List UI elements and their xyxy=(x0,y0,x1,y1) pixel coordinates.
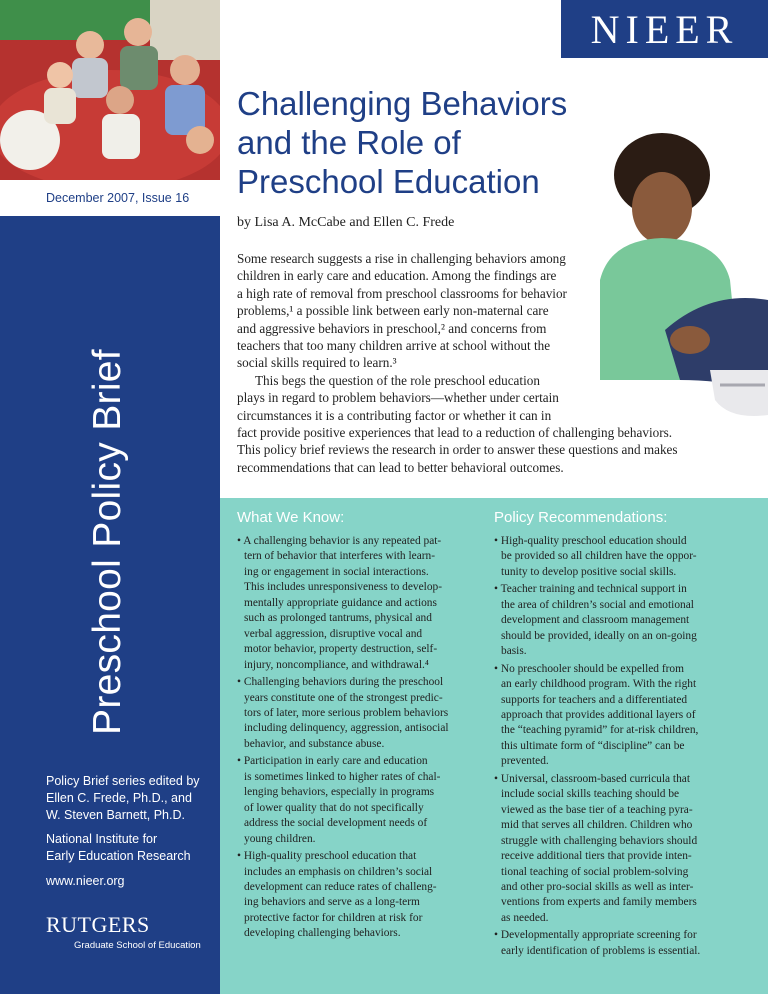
intro-line: fact provide positive experiences that lead to a reduction of challenging behaviors. xyxy=(237,425,673,441)
intro-line: Some research suggests a rise in challenging behaviors among xyxy=(237,251,566,266)
nieer-logo: NIEER xyxy=(561,0,768,58)
bullet-line: developing challenging behaviors. xyxy=(244,927,401,940)
bullet-line: the area of children’s social and emotional xyxy=(501,598,694,611)
bullet-line: of lower quality that do not specifically xyxy=(244,801,424,814)
rutgers-logo xyxy=(46,912,201,951)
bullet-line: ventions from experts and family members xyxy=(501,896,697,909)
bullet-line: tional teaching of social problem-solving xyxy=(501,865,689,878)
institute-block xyxy=(46,831,191,865)
what-we-know-column xyxy=(237,509,482,944)
list-item xyxy=(237,675,482,752)
rutgers-wordmark: RUTGERS xyxy=(46,912,150,937)
list-item xyxy=(494,928,762,959)
what-we-know-heading: What We Know: xyxy=(237,509,345,526)
bullet-line: includes an emphasis on children’s social xyxy=(244,865,433,878)
bullet-line: • Participation in early care and education xyxy=(237,754,482,769)
bullet-line: • Challenging behaviors during the preschool xyxy=(237,675,482,690)
bullet-line: tunity to develop positive social skills. xyxy=(501,565,677,578)
bullet-line: struggle with challenging behaviors should xyxy=(501,834,698,847)
editors-line: Policy Brief series edited by xyxy=(46,774,200,788)
bullet-line: • A challenging behavior is any repeated pat- xyxy=(237,534,482,549)
bullet-line: and other pro-social skills as well as inter- xyxy=(501,880,694,893)
bullet-line: mentally appropriate guidance and actions xyxy=(244,596,437,609)
bullet-line: be provided so all children have the oppor- xyxy=(501,550,697,563)
institute-line: National Institute for xyxy=(46,832,158,846)
intro-line: children in early care and education. Among the findings are xyxy=(237,268,557,284)
title-line: Challenging Behaviors xyxy=(237,85,568,122)
bullet-line: development and classroom management xyxy=(501,614,690,627)
bullet-line: including delinquency, aggression, antisocial xyxy=(244,722,449,735)
intro-line: teachers that too many children arrive at school without the xyxy=(237,338,551,354)
bullet-line: tern of behavior that interferes with learn- xyxy=(244,550,436,563)
list-item xyxy=(237,849,482,942)
recommendations-column xyxy=(494,509,762,961)
children-group-photo xyxy=(0,0,220,180)
bullet-line: ing behaviors and serve as a long-term xyxy=(244,896,420,909)
list-item xyxy=(494,662,762,770)
intro-line: circumstances it is a contributing factor or whether it can in xyxy=(237,407,552,423)
intro-line: plays in regard to problem behaviors—whether under certain xyxy=(237,390,559,406)
list-item xyxy=(237,534,482,673)
bullet-line: prevented. xyxy=(501,755,549,768)
issue-date: December 2007, Issue 16 xyxy=(46,191,190,205)
bullet-line: years constitute one of the strongest predic- xyxy=(244,691,443,704)
bullet-line: • Developmentally appropriate screening for xyxy=(494,928,762,943)
bullet-line: basis. xyxy=(501,645,527,658)
bullet-line: viewed as the base tier of a teaching pyra- xyxy=(501,803,693,816)
bullet-line: protective factor for children at risk for xyxy=(244,911,423,924)
editors-line: W. Steven Barnett, Ph.D. xyxy=(46,808,185,822)
bullet-line: as needed. xyxy=(501,911,549,924)
bullet-line: • Universal, classroom-based curricula that xyxy=(494,772,762,787)
byline: by Lisa A. McCabe and Ellen C. Frede xyxy=(237,215,455,230)
bullet-line: address the social development needs of xyxy=(244,817,428,830)
bullet-line: young children. xyxy=(244,832,316,845)
bullet-line: the “teaching pyramid” for at-risk children, xyxy=(501,724,699,737)
title-line: and the Role of xyxy=(237,124,461,161)
list-item xyxy=(237,754,482,847)
bullet-line: • High-quality preschool education should xyxy=(494,534,762,549)
intro-line: problems,¹ a possible link between early non-maternal care xyxy=(237,303,549,319)
bullet-line: development can reduce rates of challeng- xyxy=(244,880,437,893)
bullet-line: approach that provides additional layers of xyxy=(501,708,696,721)
list-item xyxy=(494,534,762,580)
bullet-line: an early childhood program. With the right xyxy=(501,678,697,691)
bullet-line: supports for teachers and a differentiated xyxy=(501,693,688,706)
bullet-line: lenging behaviors, especially in programs xyxy=(244,786,435,799)
rutgers-subtitle: Graduate School of Education xyxy=(74,940,201,951)
list-item xyxy=(494,772,762,927)
bullet-line: ing or engagement in social interactions. xyxy=(244,565,429,578)
bullet-line: should be provided, ideally on an on-going xyxy=(501,629,697,642)
bullet-line: such as prolonged tantrums, physical and xyxy=(244,612,432,625)
bullet-line: include social skills teaching should be xyxy=(501,788,680,801)
bullet-line: this ultimate form of “discipline” can be xyxy=(501,739,685,752)
intro-line: and aggressive behaviors in preschool,² and concerns from xyxy=(237,320,547,336)
intro-line: social skills required to learn.³ xyxy=(237,355,397,371)
bullet-line: early identification of problems is essential. xyxy=(501,944,701,957)
intro-line: This begs the question of the role preschool education xyxy=(255,372,540,388)
bullet-line: behavior, and substance abuse. xyxy=(244,737,385,750)
intro-line: recommendations that can lead to better behavioral outcomes. xyxy=(237,459,564,475)
bullet-line: • High-quality preschool education that xyxy=(237,849,482,864)
bullet-line: • No preschooler should be expelled from xyxy=(494,662,762,677)
recommendations-heading: Policy Recommendations: xyxy=(494,509,668,526)
bullet-line: This includes unresponsiveness to develop- xyxy=(244,581,443,594)
intro-line: a high rate of removal from preschool classrooms for behavior xyxy=(237,285,567,301)
bullet-line: tors of later, more serious problem behaviors xyxy=(244,706,449,719)
editors-block xyxy=(46,773,200,824)
page-title xyxy=(237,84,637,201)
list-item xyxy=(494,582,762,659)
intro-text xyxy=(237,250,678,476)
bullet-line: injury, noncompliance, and withdrawal.⁴ xyxy=(244,658,429,671)
title-line: Preschool Education xyxy=(237,163,540,200)
bullet-line: is sometimes linked to higher rates of chal- xyxy=(244,770,441,783)
bullet-line: mid that serves all children. Children who xyxy=(501,819,693,832)
bullet-line: verbal aggression, disruptive vocal and xyxy=(244,627,423,640)
bullet-line: motor behavior, property destruction, self- xyxy=(244,643,438,656)
series-title: Preschool Policy Brief xyxy=(86,349,129,735)
bullet-line: receive additional tiers that provide inten- xyxy=(501,850,692,863)
institute-line: Early Education Research xyxy=(46,849,191,863)
bullet-line: • Teacher training and technical support in xyxy=(494,582,762,597)
intro-line: This policy brief reviews the research in order to answer these questions and makes xyxy=(237,442,678,458)
website-link[interactable]: www.nieer.org xyxy=(46,874,125,888)
editors-line: Ellen C. Frede, Ph.D., and xyxy=(46,791,192,805)
